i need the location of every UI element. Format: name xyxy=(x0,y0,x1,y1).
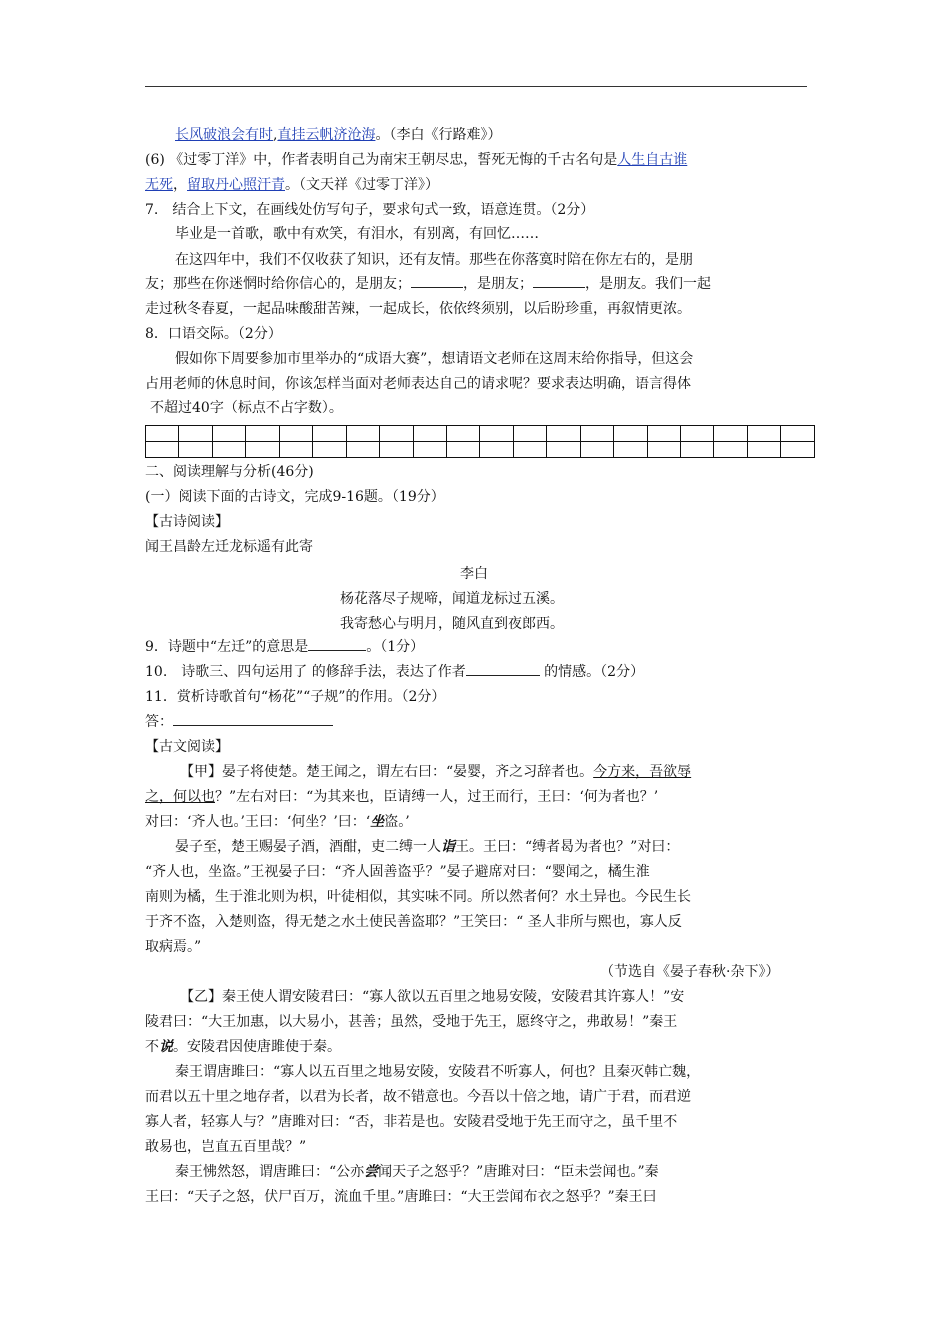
answer-blank[interactable] xyxy=(533,273,585,288)
text-line: “齐人也，坐盗。”王视晏子曰：“齐人固善盗乎？”晏子避席对曰：“婴闻之，橘生淮 xyxy=(145,864,650,880)
text-line: 长风破浪会有时,直挂云帆济沧海。（李白《行路难》） xyxy=(175,127,502,143)
subsection-heading: 【古文阅读】 xyxy=(145,739,229,755)
text-line: 王曰：“天子之怒，伏尸百万，流血千里。”唐雎曰：“大王尝闻布衣之怒乎？”秦王曰 xyxy=(145,1189,657,1205)
answer-link[interactable]: 长风破浪会有时 xyxy=(175,127,273,143)
text-line: 不超过40字（标点不占字数）。 xyxy=(150,400,343,416)
answer-blank[interactable] xyxy=(411,273,463,288)
answer-line: 答： xyxy=(145,711,333,733)
subsection-heading: 【古诗阅读】 xyxy=(145,514,229,530)
question-11: 11．赏析诗歌首句“杨花”“子规”的作用。（2分） xyxy=(145,689,446,705)
text-line: 秦王谓唐雎曰：“寡人以五百里之地易安陵，安陵君不听寡人，何也？且秦灭韩亡魏， xyxy=(175,1064,701,1080)
answer-link[interactable]: 留取丹心照汗青 xyxy=(187,177,285,193)
source-citation: （节选自《晏子春秋·杂下》） xyxy=(600,964,780,980)
text-line: 在这四年中，我们不仅收获了知识，还有友情。那些在你落寞时陪在你左右的，是朋 xyxy=(175,252,693,268)
answer-link[interactable]: 人生自古谁 xyxy=(617,152,688,168)
poem-author: 李白 xyxy=(460,566,488,582)
text-line: 走过秋冬春夏，一起品味酸甜苦辣，一起成长，依依终须别，以后盼珍重，再叙情更浓。 xyxy=(145,301,691,317)
text-line: 于齐不盗，入楚则盗，得无楚之水土使民善盗耶？”王笑曰：“ 圣人非所与熙也，寡人反 xyxy=(145,914,682,930)
text-line: 晏子至，楚王赐晏子酒，酒酣，吏二缚一人诣王。王曰：“缚者曷为者也？”对曰： xyxy=(175,839,680,855)
text-line: 之，何以也？”左右对曰：“为其来也，臣请缚一人，过王而行，王曰：‘何为者也？’ xyxy=(145,789,659,805)
question-9: 9．诗题中“左迁”的意思是 。（1分） xyxy=(145,636,424,658)
text-line: 毕业是一首歌，歌中有欢笑，有泪水，有别离，有回忆…… xyxy=(175,226,539,242)
text-line: 不说。安陵君因使唐雎使于秦。 xyxy=(145,1039,341,1055)
text-line: 对曰：‘齐人也。’王曰：‘何坐？’曰：‘坐盗。’ xyxy=(145,814,410,830)
text-line: 无死，留取丹心照汗青。（文天祥《过零丁洋》） xyxy=(145,177,439,193)
text-line: 友；那些在你迷惘时给你信心的，是朋友； ，是朋友； ，是朋友。我们一起 xyxy=(145,273,711,295)
answer-blank[interactable] xyxy=(173,711,333,726)
text-line: 陵君曰：“大王加惠，以大易小，甚善；虽然，受地于先王，愿终守之，弗敢易！”秦王 xyxy=(145,1014,678,1030)
answer-link[interactable]: 直挂云帆济沧海 xyxy=(277,127,376,143)
header-rule xyxy=(145,86,807,87)
text-line: 取病焉。” xyxy=(145,939,202,955)
text-line: 南则为橘，生于淮北则为枳，叶徒相似，其实味不同。所以然者何？水土异也。今民生长 xyxy=(145,889,691,905)
answer-blank[interactable] xyxy=(308,636,366,651)
question-8: 8．口语交际。（2分） xyxy=(145,326,282,342)
answer-grid[interactable] xyxy=(145,425,815,458)
poem-title: 闻王昌龄左迁龙标遥有此寄 xyxy=(145,539,313,555)
text-line: 【乙】秦王使人谓安陵君曰：“寡人欲以五百里之地易安陵，安陵君其许寡人！”安 xyxy=(180,989,685,1005)
text-line: 【甲】晏子将使楚。楚王闻之，谓左右曰：“晏婴，齐之习辞者也。今方来，吾欲辱 xyxy=(180,764,692,780)
section-heading: 二、阅读理解与分析(46分) xyxy=(145,464,314,480)
answer-blank[interactable] xyxy=(466,661,540,676)
text-line: 秦王怫然怒，谓唐雎曰：“公亦尝闻天子之怒乎？”唐雎对曰：“臣未尝闻也。”秦 xyxy=(175,1164,659,1180)
question-10: 10. 诗歌三、四句运用了 的修辞手法，表达了作者 的情感。（2分） xyxy=(145,661,644,683)
text-line: 占用老师的休息时间，你该怎样当面对老师表达自己的请求呢？要求表达明确，语言得体 xyxy=(145,376,691,392)
text-line: 寡人者，轻寡人与？”唐雎对曰：“否，非若是也。安陵君受地于先王而守之，虽千里不 xyxy=(145,1114,678,1130)
poem-line: 我寄愁心与明月，随风直到夜郎西。 xyxy=(340,616,564,632)
answer-link[interactable]: 无死 xyxy=(145,177,173,193)
text-line: 而君以五十里之地存者，以君为长者，故不错意也。今吾以十倍之地，请广于君，而君逆 xyxy=(145,1089,691,1105)
poem-line: 杨花落尽子规啼，闻道龙标过五溪。 xyxy=(340,591,564,607)
text-line: 敢易也，岂直五百里哉？” xyxy=(145,1139,307,1155)
text-line: (6) 《过零丁洋》中，作者表明自己为南宋王朝尽忠，誓死无悔的千古名句是人生自古谁 xyxy=(145,152,688,168)
question-7: 7. 结合上下文，在画线处仿写句子，要求句式一致，语意连贯。（2分） xyxy=(145,202,595,218)
text-line: 假如你下周要参加市里举办的“成语大赛”，想请语文老师在这周末给你指导，但这会 xyxy=(175,351,694,367)
text-line: (一）阅读下面的古诗文，完成9-16题。（19分） xyxy=(145,489,445,505)
